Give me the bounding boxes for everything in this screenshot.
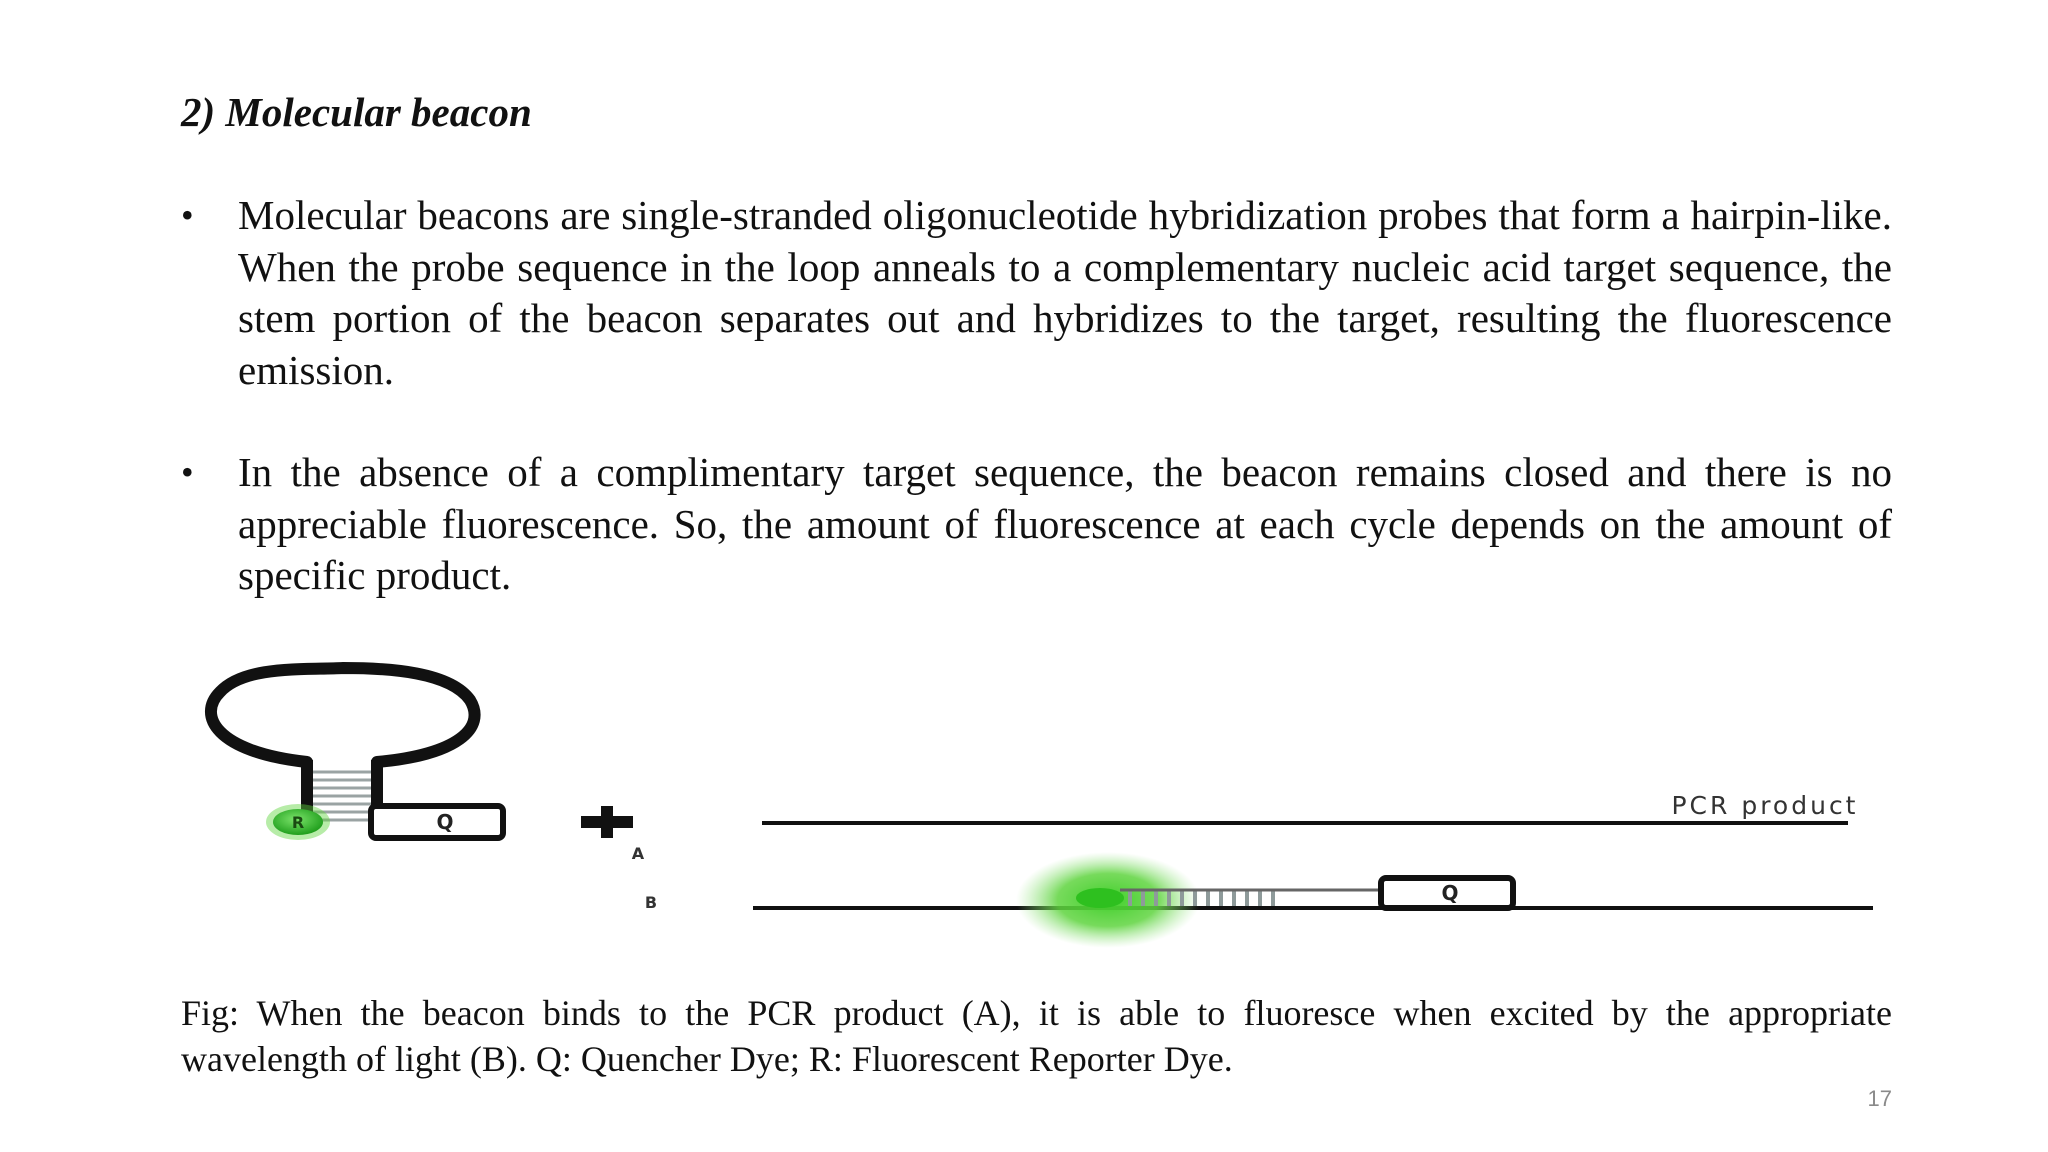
bullet-icon: • (181, 452, 194, 492)
slide-title: 2) Molecular beacon (181, 89, 532, 135)
hairpin-beacon (211, 668, 503, 840)
bound-reporter-dye-icon (1076, 888, 1124, 908)
bound-quencher-label: Q (1441, 881, 1459, 905)
molecular-beacon-figure (195, 660, 1905, 950)
plus-icon (581, 806, 633, 838)
bullet-text: In the absence of a complimentary target sequence, the beacon remains closed and there is no appreciable fluorescence. So, the amount of fluorescence at each cycle depends on the amount of specific product. (238, 449, 1892, 598)
bullet-item (181, 190, 1892, 396)
bullet-list (181, 190, 1892, 653)
quencher-label: Q (436, 810, 454, 834)
beacon-diagram (195, 660, 1905, 950)
bullet-item (181, 447, 1892, 602)
pcr-product-label: PCR product (1671, 791, 1859, 820)
label-a: A (631, 844, 645, 863)
figure-caption: Fig: When the beacon binds to the PCR product (A), it is able to fluoresce when excited by the appropriate wavelength of light (B). Q: Quencher Dye; R: Fluorescent Reporter Dye. (181, 993, 1892, 1079)
reporter-label: R (291, 813, 305, 832)
label-b: B (644, 893, 658, 912)
bullet-text: Molecular beacons are single-stranded oligonucleotide hybridization probes that form a hairpin-like. When the probe sequence in the loop anneals to a complementary nucleic acid target sequence, the stem portion of the beacon separates out and hybridizes to the target, resulting the fluorescence emission. (238, 192, 1892, 393)
page-number: 17 (1867, 1086, 1892, 1111)
bullet-icon: • (181, 195, 194, 235)
